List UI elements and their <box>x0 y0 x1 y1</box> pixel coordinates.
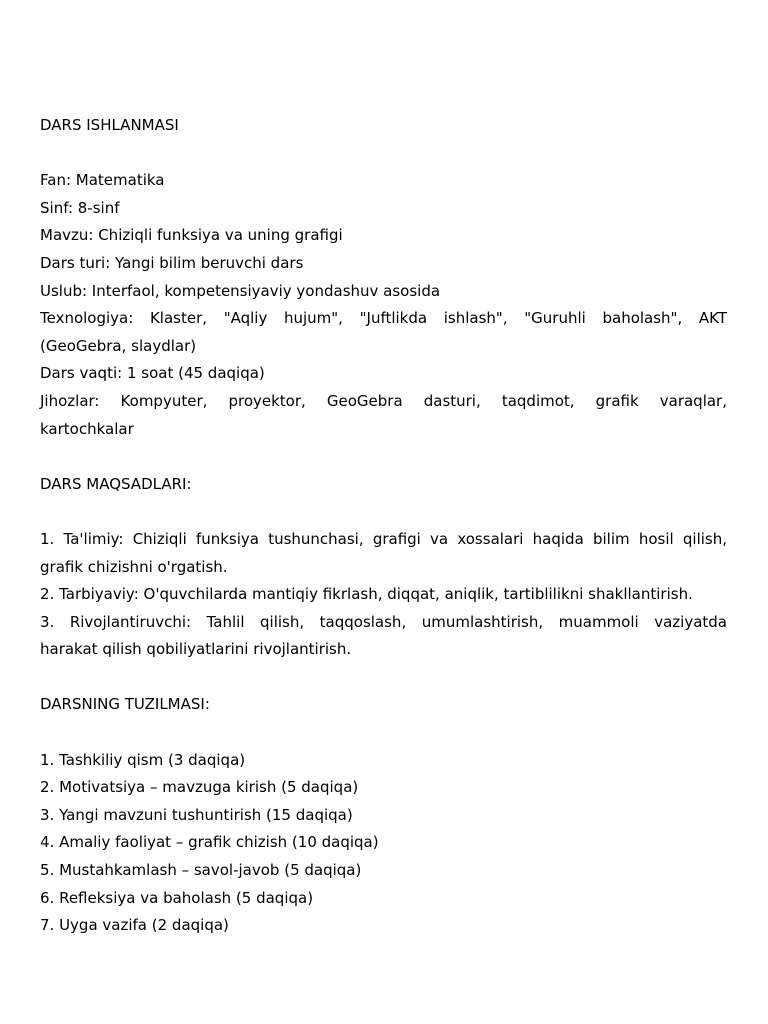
info-jihozlar-line1: Jihozlar: Kompyuter, proyektor, GeoGebra dasturi, taqdimot, grafik varaqlar, <box>40 391 727 410</box>
tuzilma-heading: DARSNING TUZILMASI: <box>40 695 210 714</box>
list-item: 7. Uyga vazifa (2 daqiqa) <box>40 916 229 935</box>
info-dars-turi: Dars turi: Yangi bilim beruvchi dars <box>40 253 304 272</box>
info-uslub: Uslub: Interfaol, kompetensiyaviy yondashuv asosida <box>40 281 441 300</box>
info-texnologiya-line1: Texnologiya: Klaster, "Aqliy hujum", "Juftlikda ishlash", "Guruhli baholash", AKT <box>40 309 727 328</box>
info-fan: Fan: Matematika <box>40 171 165 190</box>
spacer <box>40 664 727 692</box>
list-item: 3. Yangi mavzuni tushuntirish (15 daqiqa) <box>40 805 353 824</box>
info-sinf: Sinf: 8-sinf <box>40 198 120 217</box>
lesson-info <box>40 167 727 443</box>
maqsad-3-line2: harakat qilish qobiliyatlarini rivojlantirish. <box>40 640 352 659</box>
info-texnologiya-line2: (GeoGebra, slaydlar) <box>40 336 197 355</box>
list-item: 2. Motivatsiya – mavzuga kirish (5 daqiqa) <box>40 778 359 797</box>
spacer <box>40 498 727 526</box>
spacer <box>40 443 727 471</box>
maqsad-2: 2. Tarbiyaviy: O'quvchilarda mantiqiy fikrlash, diqqat, aniqlik, tartiblilikni shakllantirish. <box>40 585 693 604</box>
document-title: DARS ISHLANMASI <box>40 116 179 134</box>
list-item: 6. Refleksiya va baholash (5 daqiqa) <box>40 888 314 907</box>
document-page <box>40 112 727 940</box>
info-mavzu: Mavzu: Chiziqli funksiya va uning grafigi <box>40 226 343 245</box>
list-item: 4. Amaliy faoliyat – grafik chizish (10 daqiqa) <box>40 833 379 852</box>
list-item: 5. Mustahkamlash – savol-javob (5 daqiqa) <box>40 861 362 880</box>
maqsad-1-line1: 1. Ta'limiy: Chiziqli funksiya tushunchasi, grafigi va xossalari haqida bilim hosil qilish, <box>40 529 727 548</box>
tuzilma-list <box>40 747 727 940</box>
spacer <box>40 719 727 747</box>
maqsad-1-line2: grafik chizishni o'rgatish. <box>40 557 228 576</box>
maqsad-3-line1: 3. Rivojlantiruvchi: Tahlil qilish, taqqoslash, umumlashtirish, muammoli vaziyatda <box>40 612 727 631</box>
maqsadlar-list <box>40 526 727 664</box>
info-jihozlar-line2: kartochkalar <box>40 419 134 438</box>
spacer <box>40 140 727 168</box>
maqsadlar-heading: DARS MAQSADLARI: <box>40 474 192 493</box>
list-item: 1. Tashkiliy qism (3 daqiqa) <box>40 750 246 769</box>
info-dars-vaqti: Dars vaqti: 1 soat (45 daqiqa) <box>40 364 265 383</box>
